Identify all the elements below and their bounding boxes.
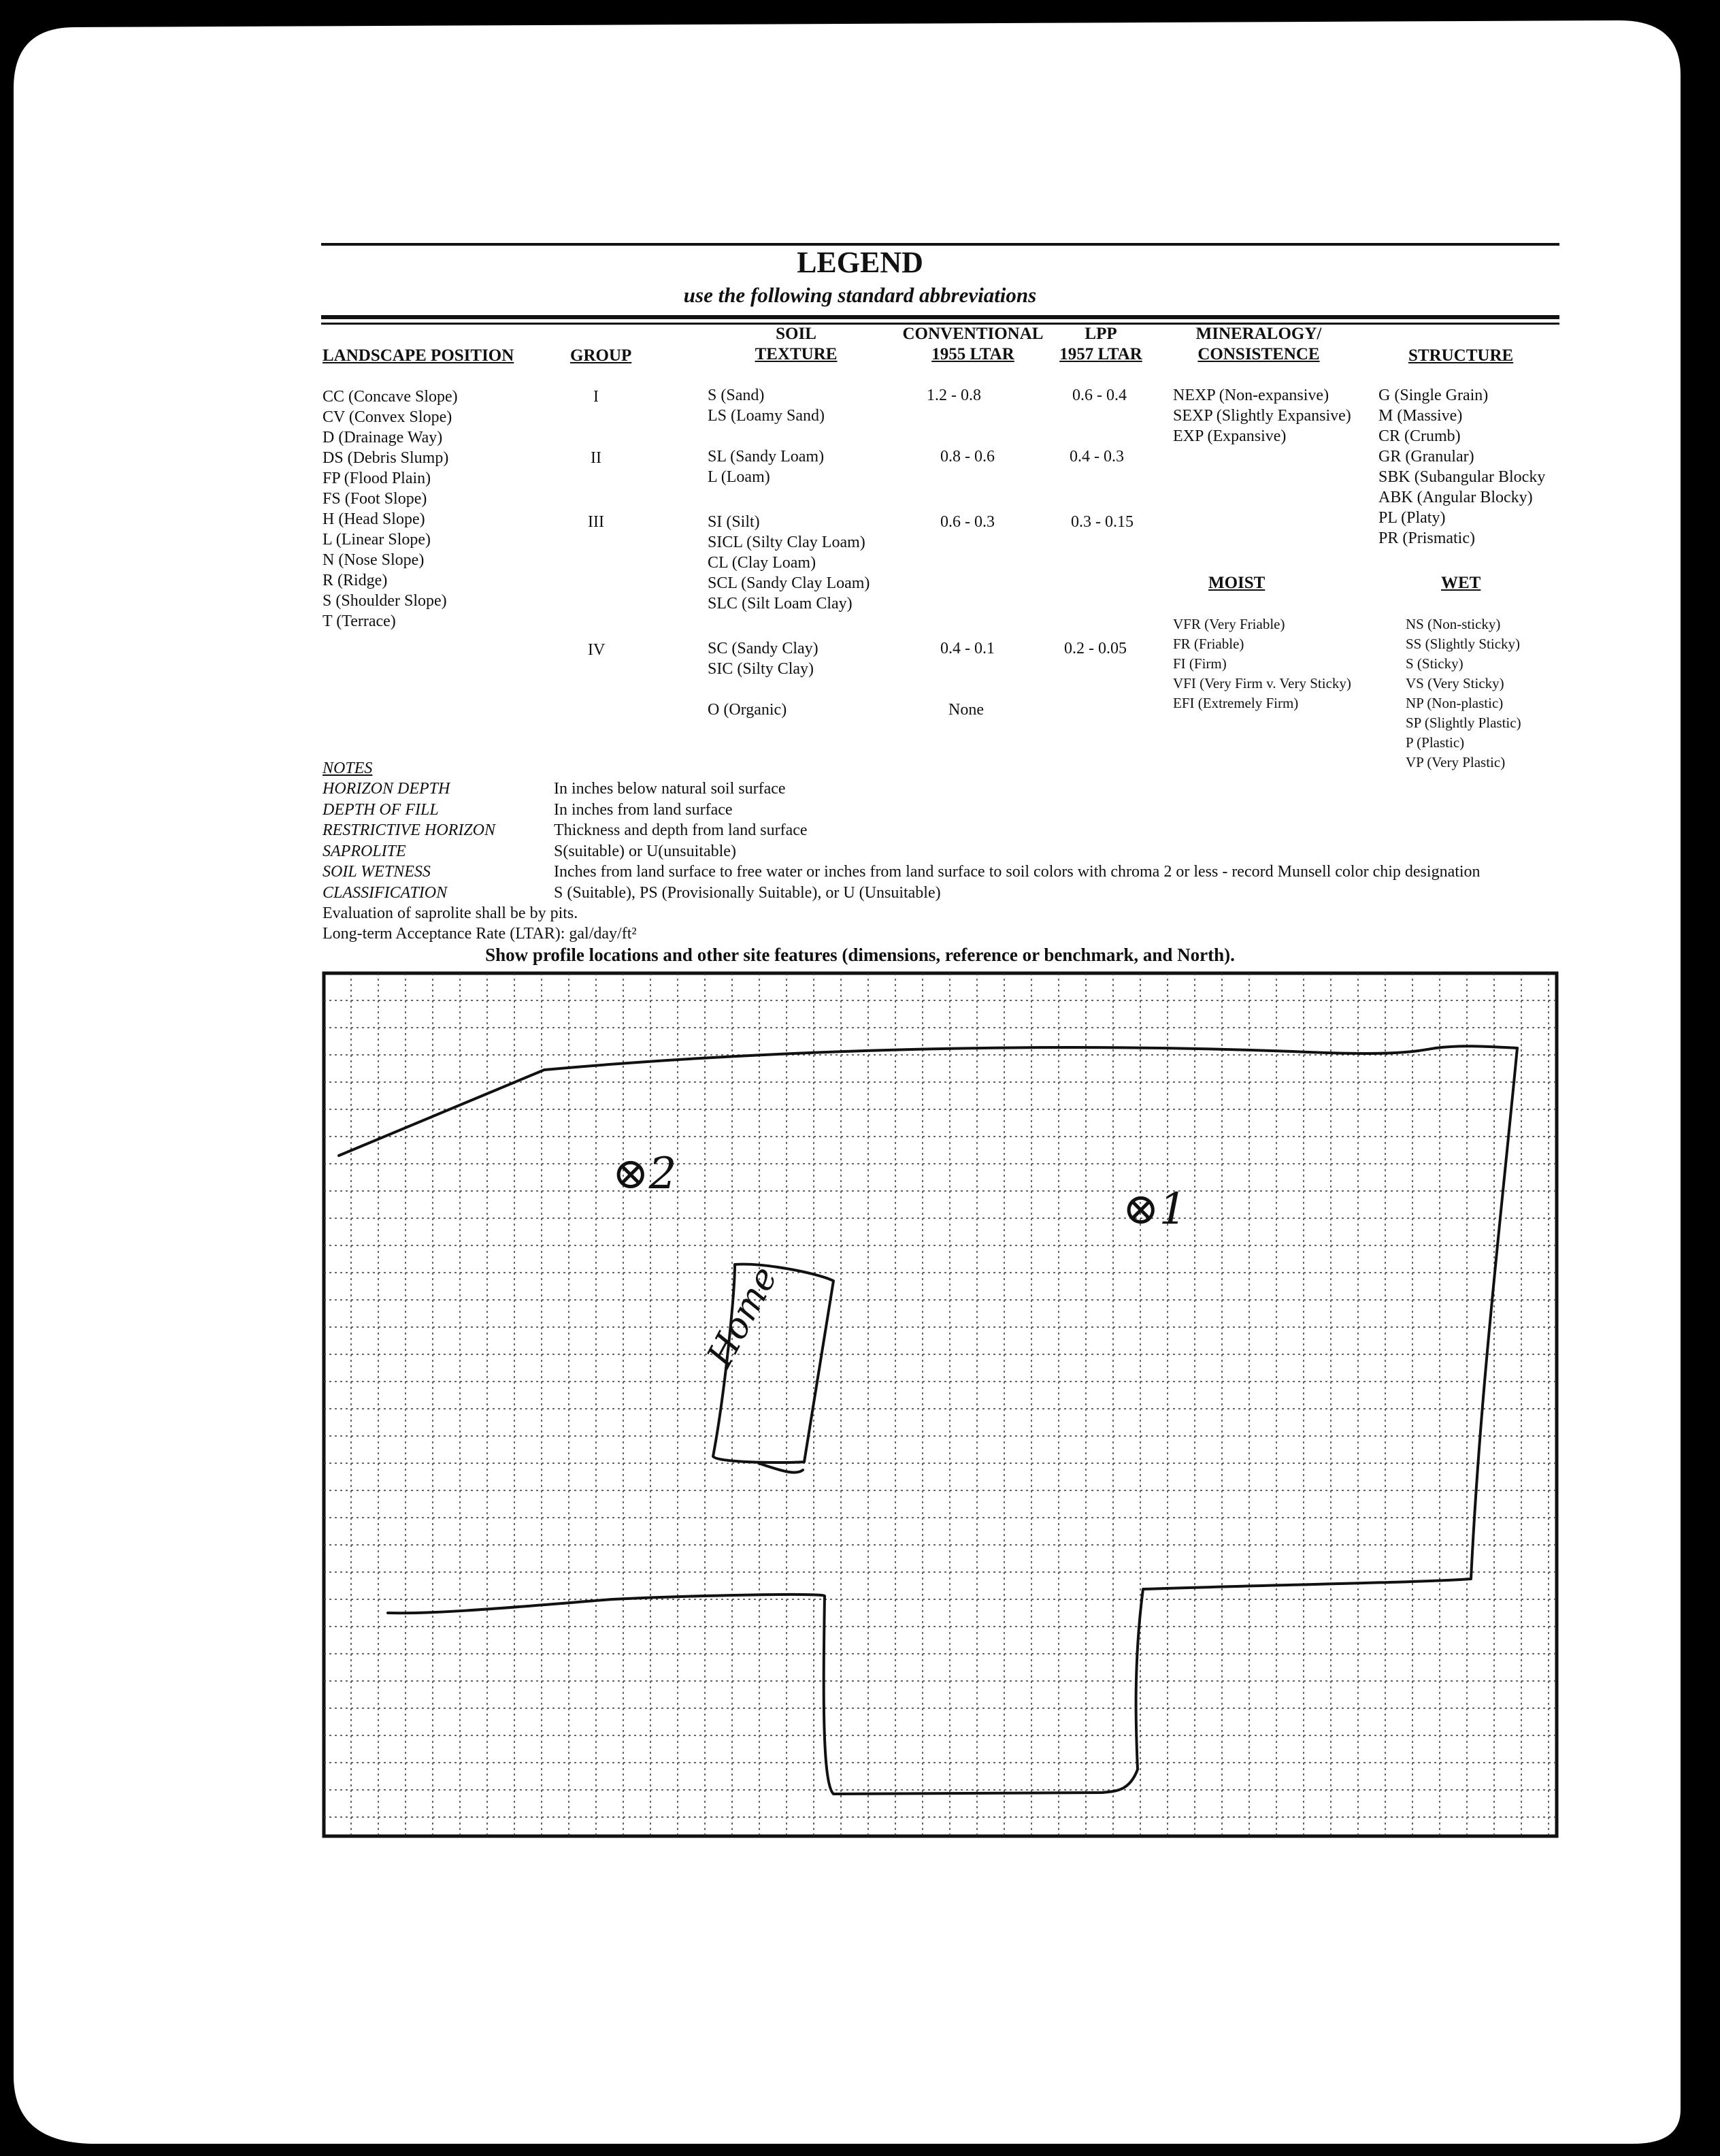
profile-marker-1: ⊗1 bbox=[1123, 1184, 1187, 1235]
header-structure: STRUCTURE bbox=[1408, 346, 1514, 365]
texture-item: S (Sand) bbox=[708, 387, 765, 404]
conv-value: 0.4 - 0.1 bbox=[940, 640, 995, 657]
structure-item: SBK (Subangular Blocky bbox=[1378, 468, 1546, 486]
note-label: HORIZON DEPTH bbox=[322, 780, 450, 798]
moist-item: FI (Firm) bbox=[1173, 655, 1227, 672]
header-landscape: LANDSCAPE POSITION bbox=[322, 346, 514, 365]
header-texture: SOIL TEXTURE bbox=[755, 325, 838, 363]
wet-list bbox=[1406, 615, 1521, 772]
landscape-list bbox=[322, 387, 458, 632]
wet-item: NP (Non-plastic) bbox=[1406, 695, 1504, 711]
structure-item: G (Single Grain) bbox=[1378, 387, 1489, 404]
mineralogy-item: NEXP (Non-expansive) bbox=[1173, 387, 1329, 404]
sketch-instructions: Show profile locations and other site features (dimensions, reference or benchmark, and North). bbox=[485, 945, 1235, 965]
landscape-item: DS (Debris Slump) bbox=[322, 449, 449, 467]
landscape-item: D (Drainage Way) bbox=[322, 429, 443, 446]
wet-item: SS (Slightly Sticky) bbox=[1406, 636, 1521, 652]
moist-item: VFR (Very Friable) bbox=[1173, 616, 1285, 632]
conv-value: 0.6 - 0.3 bbox=[940, 513, 995, 531]
legend-subtitle: use the following standard abbreviations bbox=[683, 283, 1037, 307]
note-label: SOIL WETNESS bbox=[322, 863, 431, 881]
landscape-item: CV (Convex Slope) bbox=[322, 408, 452, 426]
structure-item: ABK (Angular Blocky) bbox=[1378, 489, 1533, 506]
structure-list bbox=[1378, 385, 1545, 549]
landscape-item: FS (Foot Slope) bbox=[322, 490, 427, 508]
structure-item: GR (Granular) bbox=[1378, 448, 1474, 466]
lpp-value: 0.2 - 0.05 bbox=[1064, 640, 1127, 657]
header-mineralogy: MINERALOGY/ CONSISTENCE bbox=[1195, 325, 1322, 363]
note-value: S (Suitable), PS (Provisionally Suitable), or U (Unsuitable) bbox=[554, 883, 941, 902]
note-value: Thickness and depth from land surface bbox=[554, 821, 808, 839]
structure-item: PL (Platy) bbox=[1378, 509, 1446, 527]
landscape-item: T (Terrace) bbox=[322, 612, 396, 630]
notes-values bbox=[554, 779, 1481, 903]
moist-item: VFI (Very Firm v. Very Sticky) bbox=[1173, 675, 1351, 691]
texture-group-3 bbox=[708, 512, 870, 614]
note-label: RESTRICTIVE HORIZON bbox=[322, 821, 495, 839]
landscape-item: CC (Concave Slope) bbox=[322, 388, 458, 406]
header-moist: MOIST bbox=[1208, 574, 1266, 592]
group-4: IV bbox=[588, 641, 606, 659]
lpp-value: 0.4 - 0.3 bbox=[1070, 448, 1124, 466]
texture-item: SLC (Silt Loam Clay) bbox=[708, 595, 853, 612]
lpp-value: 0.3 - 0.15 bbox=[1071, 513, 1134, 531]
notes-title: NOTES bbox=[322, 760, 373, 777]
note-value: In inches below natural soil surface bbox=[554, 780, 786, 798]
note-value: In inches from land surface bbox=[554, 800, 733, 819]
texture-item: SIC (Silty Clay) bbox=[708, 660, 814, 678]
texture-item: SCL (Sandy Clay Loam) bbox=[708, 574, 870, 592]
conv-value: None bbox=[948, 701, 984, 719]
moist-item: FR (Friable) bbox=[1173, 636, 1244, 652]
structure-item: M (Massive) bbox=[1378, 407, 1463, 425]
header-conventional: CONVENTIONAL 1955 LTAR bbox=[902, 325, 1044, 363]
texture-item: SICL (Silty Clay Loam) bbox=[708, 534, 865, 551]
texture-item: LS (Loamy Sand) bbox=[708, 407, 825, 425]
note-label: SAPROLITE bbox=[322, 842, 406, 860]
conv-value: 1.2 - 0.8 bbox=[927, 387, 981, 404]
wet-item: SP (Slightly Plastic) bbox=[1406, 715, 1521, 731]
moist-list bbox=[1173, 615, 1351, 713]
texture-group-2 bbox=[708, 446, 824, 487]
landscape-item: S (Shoulder Slope) bbox=[322, 592, 447, 610]
mineralogy-item: EXP (Expansive) bbox=[1173, 427, 1287, 445]
structure-item: CR (Crumb) bbox=[1378, 427, 1461, 445]
lpp-value: 0.6 - 0.4 bbox=[1072, 387, 1127, 404]
notes-evaluation: Evaluation of saprolite shall be by pits. bbox=[322, 904, 578, 922]
texture-group-4 bbox=[708, 638, 818, 679]
notes-ltar: Long-term Acceptance Rate (LTAR): gal/day/ft² bbox=[322, 925, 637, 943]
group-1: I bbox=[593, 388, 599, 406]
wet-item: NS (Non-sticky) bbox=[1406, 616, 1501, 632]
texture-item: CL (Clay Loam) bbox=[708, 554, 816, 572]
landscape-item: L (Linear Slope) bbox=[322, 531, 431, 549]
wet-item: S (Sticky) bbox=[1406, 655, 1463, 672]
note-label: CLASSIFICATION bbox=[322, 883, 448, 902]
home-label: Home bbox=[699, 1260, 786, 1374]
header-group: GROUP bbox=[570, 346, 632, 365]
landscape-item: N (Nose Slope) bbox=[322, 551, 425, 569]
landscape-item: R (Ridge) bbox=[322, 572, 388, 589]
note-value: Inches from land surface to free water or inches from land surface to soil colors with chroma 2 or less - record Munsell color chip designation bbox=[554, 863, 1481, 881]
wet-item: P (Plastic) bbox=[1406, 734, 1465, 751]
notes-labels bbox=[322, 779, 495, 903]
group-3: III bbox=[588, 513, 604, 531]
profile-marker-2: ⊗2 bbox=[612, 1149, 677, 1199]
texture-item: SL (Sandy Loam) bbox=[708, 448, 825, 466]
texture-item: SC (Sandy Clay) bbox=[708, 640, 818, 657]
wet-item: VP (Very Plastic) bbox=[1406, 754, 1506, 770]
header-wet: WET bbox=[1441, 574, 1481, 592]
texture-item: L (Loam) bbox=[708, 468, 770, 486]
note-label: DEPTH OF FILL bbox=[322, 800, 439, 819]
mineralogy-list bbox=[1173, 385, 1351, 446]
structure-item: PR (Prismatic) bbox=[1378, 529, 1475, 547]
group-2: II bbox=[591, 449, 601, 467]
texture-organic: O (Organic) bbox=[708, 701, 787, 719]
landscape-item: FP (Flood Plain) bbox=[322, 470, 431, 487]
note-value: S(suitable) or U(unsuitable) bbox=[554, 842, 736, 860]
texture-item: SI (Silt) bbox=[708, 513, 760, 531]
header-lpp: LPP 1957 LTAR bbox=[1059, 325, 1142, 363]
landscape-item: H (Head Slope) bbox=[322, 510, 425, 528]
mineralogy-item: SEXP (Slightly Expansive) bbox=[1173, 407, 1351, 425]
conv-value: 0.8 - 0.6 bbox=[940, 448, 995, 466]
moist-item: EFI (Extremely Firm) bbox=[1173, 695, 1299, 711]
texture-group-1 bbox=[708, 385, 825, 426]
legend-title: LEGEND bbox=[797, 246, 923, 279]
wet-item: VS (Very Sticky) bbox=[1406, 675, 1504, 691]
